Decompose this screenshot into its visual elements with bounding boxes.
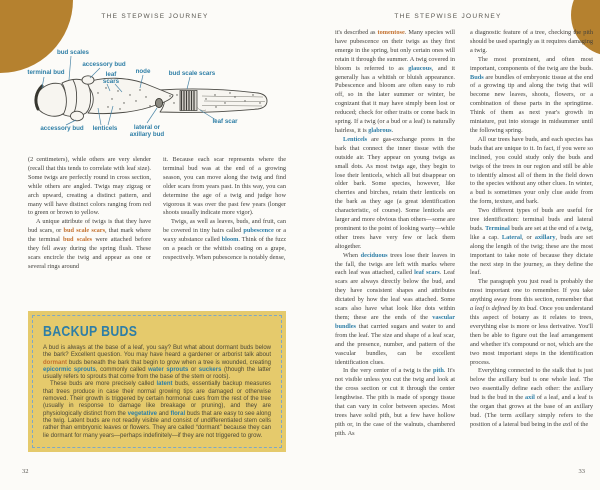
lateral-bud-shape <box>155 98 162 107</box>
diagram-label-lenticels: lenticels <box>92 125 118 132</box>
page-number-right: 33 <box>578 468 585 475</box>
diagram-label-lateral-1: lateral or <box>133 124 161 131</box>
page-number-left: 32 <box>22 468 29 475</box>
diagram-label-leaf-scar: leaf scar <box>212 118 238 125</box>
diagram-label-bud-scale-scars: bud scale scars <box>168 70 216 77</box>
backup-buds-box <box>28 311 286 452</box>
left-page-column-2: it. Because each scar represents where the terminal bud was at the end of a growing season, you can move along the twig and find older scars from years past. In this way, you can determine the age of a twig and judge how vigorous it was over the past few years (longer shoots usually indicate more vigor). Twigs, as well as leaves, buds, and fruit, can be covered in tiny hairs called pubescence or a waxy substance called bloom. Think of the fuzz on a peach or the whitish coating on a grape, respectively. When pubescence is notably dense, <box>163 156 286 261</box>
twig-diagram <box>20 33 312 153</box>
diagram-label-leaf-scars-1: leaf <box>105 71 117 78</box>
diagram-label-accessory-bud-bottom: accessory bud <box>40 125 84 132</box>
running-head-right: THE STEPWISE JOURNEY <box>394 13 502 20</box>
diagram-label-bud-scales: bud scales <box>57 49 89 56</box>
right-page-column-2: a diagnostic feature of a tree, checking the pith should be used sparingly as it requires damaging a twig. The most prominent, and often most important, components of the twig are the buds. Buds are bundles of embryonic tissue at the end of a growing tip and along the twig that will become new leaves, shoots, flowers, or a combination of these parts in the springtime. Think of them as next year's growth in miniature, put into storage in midsummer until the following spring. All our trees have buds, and each species has buds that are unique to it. In fact, if you were so inclined, you could study only the buds and twigs of the trees in our region and still be able to identify almost all of them in the field down to the species without any other clues. In winter, a bud is sometimes your only clue aside from the form, texture, and bark. Two different types of buds are useful for tree identification: terminal buds and lateral buds. Terminal buds are set at the end of a twig, like a cap. Lateral, or axillary, buds are set along the length of the twig; these are the most important to take note of because they dictate the next step in the journey, as they define the leaf. The paragraph you just read is probably the most important one to remember. If you take anything away from this section, remember that a leaf is defined by its bud. Once you understand this aspect of botany as it relates to trees, everything else is more or less derivative. You'll then be able to figure out the leaf arrangement and whether it's compound or not, which are the two most important steps in the identification process. Everything connected to the stalk that is just below the axillary bud is one whole leaf. The two essentially define each other: the axillary bud is the bud in the axil of a leaf, and a leaf is the organ that grows at the base of an axillary bud. (The term axillary simply refers to the position of a lateral bud being in the axil of the <box>470 29 593 428</box>
running-head-left: THE STEPWISE JOURNEY <box>101 13 209 20</box>
backup-buds-box-inner <box>32 315 282 448</box>
diagram-label-leaf-scars-2: scars <box>102 78 120 85</box>
diagram-label-node: node <box>135 68 151 75</box>
right-page-column-1: it's described as tomentose. Many species will have pubescence on their twigs as they first emerge in the spring, but only certain ones will retain it through the summer. A twig covered in bloom is referred to as glaucous, and it generally has a whitish or bluish appearance. Pubescence and bloom are often easy to rub off, so in the later summer or winter, be cognizant that it may have simply been lost or reduced; check for other traits or come back in spring. If a twig (or a bud or a leaf) is naturally hairless, it is glabrous. Lenticels are gas-exchange pores in the bark that connect the inner tissue with the outside air. They appear on young twigs as small dots. As most twigs age, they begin to lose their lenticels, which all but disappear on older bark. Some species, however, like cherries and birches, retain their lenticels on the bark as they age (a great identification characteristic, of course). Some lenticels are larger and more obvious than others—some are prominent to the point of looking warty—while other trees have very few or lack them altogether. When deciduous trees lose their leaves in the fall, the twigs are left with marks where each leaf was attached, called leaf scars. Leaf scars are always directly below the bud, and they have consistent shapes and attributes dictated by how the leaf was attached. Some scars also have what look like dots within them; these are the ends of the vascular bundles that carried sugars and water to and from the leaf. The size and shape of a leaf scar, and the presence, number, and pattern of the vascular bundles, can be excellent identification clues. In the very center of a twig is the pith. It's not visible unless you cut the twig and look at the cross section or cut it through the center lengthwise. The pith is made of spongy tissue that can vary in color between species. Most trees have solid pith, but a few have hollow pith or, in the case of the walnuts, chambered pith. As <box>335 29 455 437</box>
left-page-column-1: (2 centimeters), while others are very slender (recall that this tends to correlate with leaf size). Some twigs are perfectly round in cross section, while others are angled. Twigs may zigzag or arch upward, creating a distinct pattern, and many will have distinct colors ranging from red to green or brown to yellow. A unique attribute of twigs is that they have bud scars, or bud scale scars, that mark where the terminal bud scales were attached before they fell away during the spring flush. These scars encircle the twig and appear as one or several rings around <box>28 156 151 270</box>
box-title: BACKUP BUDS <box>43 323 138 340</box>
diagram-label-lateral-2: axillary bud <box>129 131 165 138</box>
diagram-label-terminal-bud: terminal bud <box>27 69 65 76</box>
diagram-label-accessory-bud-top: accessory bud <box>82 61 126 68</box>
left-page-text <box>28 156 286 294</box>
twig-illustration <box>35 76 267 121</box>
right-page-text <box>335 29 593 455</box>
box-body: A bud is always at the base of a leaf, you say? But what about dormant buds below the bark? Excellent question. You may have heard a gardener or arborist talk about dormant buds beneath the bark that begin to grow when a tree is wounded, creating epicormic sprouts, commonly called water sprouts or suckers (though the latter usually refers to sprouts that come from the base of the stem or roots). These buds are more precisely called latent buds, essentially backup measures that trees produce in case their normal growing tips are damaged or otherwise removed. Their growth is triggered by certain hormonal cues from the rest of the tree (usually in response to damage like breakage or pruning), and they are physiologically distinct from the vegetative and floral buds that are easy to see along the twig. Latent buds are not readily visible and consist of undifferentiated stem cells rather than embryonic leaves or flowers. They are called “dormant” because they can lie dormant for many years—perhaps indefinitely—if they are not triggered to grow. <box>43 345 272 439</box>
